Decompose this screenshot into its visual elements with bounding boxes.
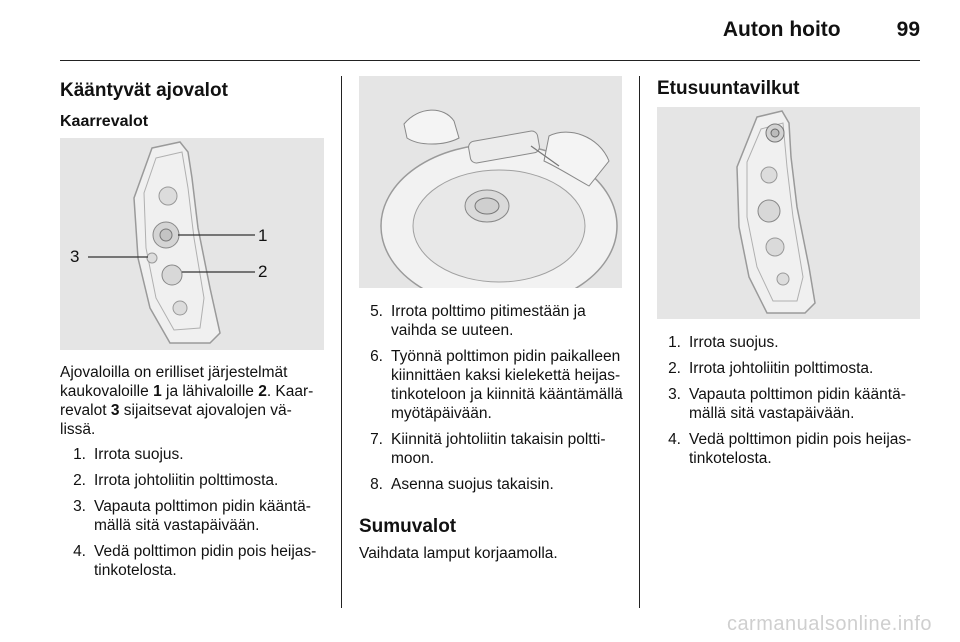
column-divider [639,76,640,608]
column-right-text [657,333,922,475]
list-item: 2. Irrota johtoliitin polttimosta. [73,472,279,489]
steps-list-middle [359,302,624,494]
headlamp-illustration [60,138,324,350]
list-item: 6. Työnnä polttimon pidin paikalleen kiinnittäen kaksi kielekettä heijas- tinkoteloon ja kiinnitä kääntämällä myötäpäivään. [370,348,623,422]
list-item: 2. Irrota johtoliitin polttimosta. [668,360,874,377]
list-item: 4. Vedä polttimon pidin pois heijas- tinkotelosta. [73,543,317,579]
header-rule [60,60,920,61]
heading-front-indicators: Etusuuntavilkut [657,78,800,99]
list-item: 5. Irrota polttimo pitimestään ja vaihda se uuteen. [370,303,586,339]
list-item: 3. Vapauta polttimon pidin kääntä- mällä sitä vastapäivään. [73,498,311,534]
intro-paragraph: Ajovaloilla on erilliset järjestelmät kaukovaloille 1 ja lähivaloille 2. Kaar- revalot 3 sijaitsevat ajovalojen vä- lissä. [60,364,314,438]
column-divider [341,76,342,608]
watermark: carmanualsonline.info [726,613,932,635]
indicator-illustration [657,107,920,319]
callout-3: 3 [70,247,80,266]
callout-2: 2 [258,262,268,281]
figure-curve-light [60,138,324,350]
figure-bulb-replacement [359,76,622,288]
list-item: 8. Asenna suojus takaisin. [370,476,554,493]
steps-list-right [657,333,922,468]
steps-list-left [60,445,330,580]
page-number: 99 [896,18,920,41]
bulb-holder-illustration [359,76,622,288]
heading-turning-lights: Kääntyvät ajovalot [60,80,228,101]
fog-lights-text: Vaihdata lamput korjaamolla. [359,545,558,562]
heading-fog-lights: Sumuvalot [359,516,457,537]
list-item: 1. Irrota suojus. [73,446,184,463]
column-left [60,70,325,131]
column-right [657,78,922,100]
figure-front-indicator [657,107,920,319]
callout-1: 1 [258,226,268,245]
column-left-text [60,363,330,587]
page-header [723,18,920,48]
list-item: 4. Vedä polttimon pidin pois heijas- tinkotelosta. [668,431,912,467]
list-item: 1. Irrota suojus. [668,334,779,351]
section-title: Auton hoito [722,18,841,41]
list-item: 3. Vapauta polttimon pidin kääntä- mällä sitä vastapäivään. [668,386,906,422]
subheading-curve-lights: Kaarrevalot [60,113,149,130]
list-item: 7. Kiinnitä johtoliitin takaisin poltti- moon. [370,431,606,467]
column-middle-text [359,302,624,563]
